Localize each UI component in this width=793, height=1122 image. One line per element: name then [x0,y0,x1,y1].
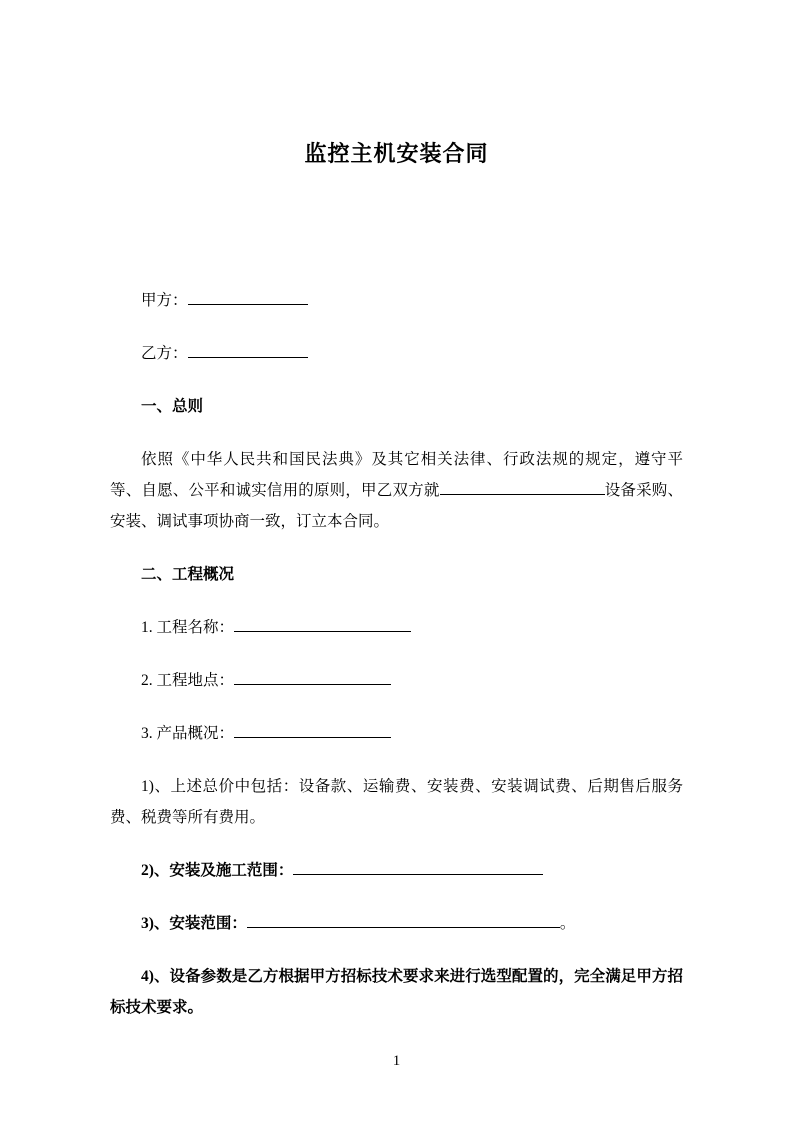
party-a-label: 甲方： [141,291,188,309]
product-overview-label: 3. 产品概况： [141,724,235,742]
project-name-label: 1. 工程名称： [141,618,235,636]
clause-install-scope-line [110,855,683,886]
preamble-text-before: 依照《中华人民共和国民法典》及其它相关法律、行政法规的规定，遵守平等、自愿、公平和诚实信用的原则，甲乙双方就 [110,450,683,499]
preamble-paragraph [110,444,683,537]
document-title: 监控主机安装合同 [304,141,489,166]
preamble-text-after: 设备采购、安装、调试事项协商一致，订立本合同。 [110,481,683,530]
clause-scope-suffix: 。 [559,914,576,932]
clause-scope-blank [247,911,560,928]
party-a-blank [188,288,308,305]
project-location-label: 2. 工程地点： [141,671,235,689]
clause-price-includes: 1)、上述总价中包括：设备款、运输费、安装费、安装调试费、后期售后服务费、税费等所有费用。 [110,777,683,826]
product-overview-blank [234,721,391,738]
clause-scope-line [110,908,683,939]
project-name-blank [234,615,411,632]
project-name-line [110,612,683,643]
project-location-line [110,665,683,696]
section-general-heading: 一、总则 [141,397,204,415]
section-overview-heading: 二、工程概况 [141,565,235,583]
page-number: 1 [392,1053,401,1069]
party-a-line [110,285,683,316]
party-b-label: 乙方： [141,344,188,362]
clause-install-scope-label: 2)、安装及施工范围： [141,861,294,879]
party-b-line [110,338,683,369]
clause-install-scope-blank [293,858,543,875]
preamble-blank [440,478,605,495]
clause-equipment-params: 4)、设备参数是乙方根据甲方招标技术要求来进行选型配置的，完全满足甲方招标技术要求。 [110,967,683,1016]
clause-scope-label: 3)、安装范围： [141,914,247,932]
party-b-blank [188,341,308,358]
project-location-blank [234,668,391,685]
product-overview-line [110,718,683,749]
